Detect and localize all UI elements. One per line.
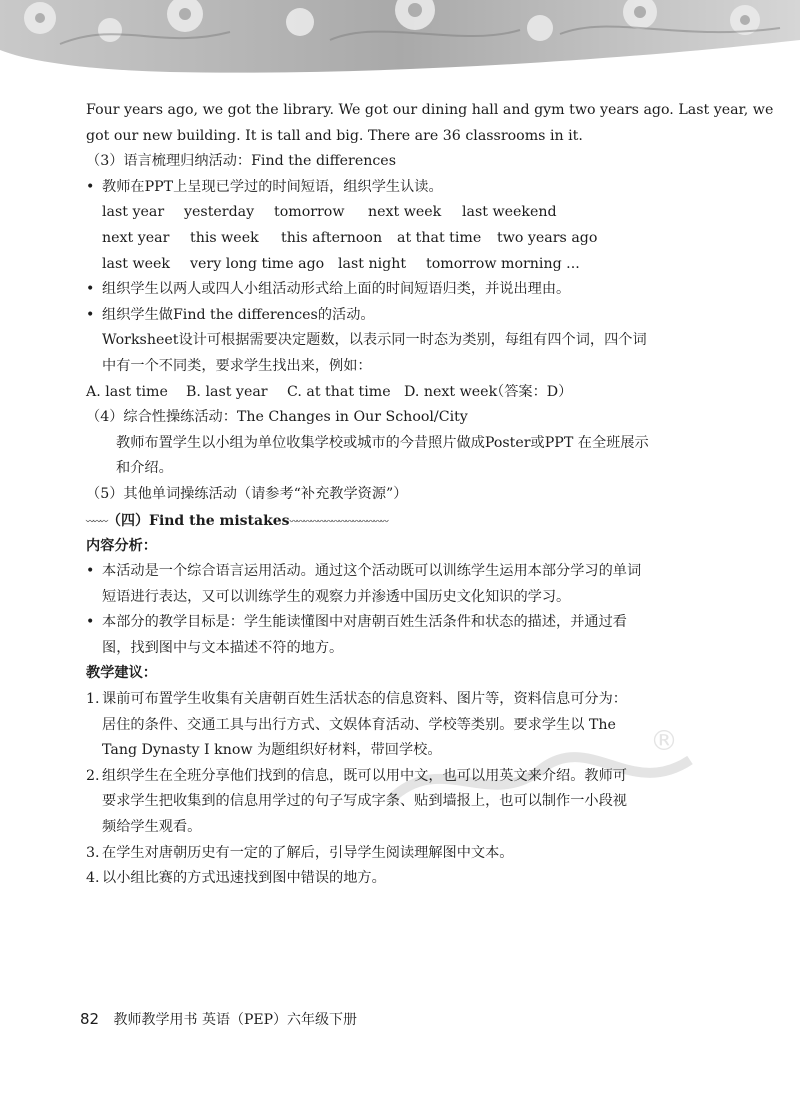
suggestion-2-line-3: 频给学生观看。 [102,819,202,836]
option-a: A. last time [86,383,168,400]
phrase-row-2 [86,226,706,252]
section-4-line-2: 和介绍。 [116,460,173,477]
phrase: tomorrow [274,204,345,221]
part-4-heading-row [86,508,706,534]
suggestion-number: 2. [86,767,100,784]
phrase-row-1 [86,200,706,226]
wave-divider-right: 〰〰〰〰〰〰〰〰〰〰〰〰〰〰 [289,515,388,526]
suggestion-4 [86,866,706,892]
suggestion-number: 3. [86,844,100,861]
suggestion-2 [86,764,706,790]
section-3-bullet-2: • 组织学生以两人或四人小组活动形式给上面的时间短语归类，并说出理由。 [86,277,706,303]
registered-mark: ® [650,724,678,757]
page-number: 82 [80,1010,100,1028]
intro-line-1: Four years ago, we got the library. We got our dining hall and gym two years ago. Last year, we [86,102,774,118]
phrase: tomorrow morning ... [426,255,580,272]
phrase: very long time ago [190,255,325,272]
suggestion-3 [86,841,706,867]
suggestion-number: 1. [86,691,100,708]
phrase: two years ago [497,229,598,246]
phrase: this afternoon [281,229,383,246]
intro-line-2: got our new building. It is tall and big. There are 36 classrooms in it. [86,127,583,144]
analysis-2-line-2: 图，找到图中与文本描述不符的地方。 [102,639,344,656]
phrase: next year [102,229,170,246]
phrase-row-3 [86,252,706,278]
page-body [86,98,774,892]
section-4-line-1: 教师布置学生以小组为单位收集学校或城市的今昔照片做成Poster或PPT 在全班展示 [116,434,649,451]
phrase: last year [102,204,165,221]
phrase: last night [338,255,407,272]
option-b: B. last year [186,383,268,400]
phrase: this week [190,229,259,246]
section-5-heading: （5）其他单词操练活动（请参考“补充教学资源”） [86,485,408,502]
section-3-bullet-3: • 组织学生做Find the differences的活动。 [86,303,706,329]
suggestion-1-line-3: Tang Dynasty I know 为题组织好材料，带回学校。 [102,742,442,759]
section-4-heading: （4）综合性操练活动：The Changes in Our School/City [86,409,468,426]
worksheet-line-2: 中有一个不同类，要求学生找出来，例如： [102,357,372,374]
example-options [86,380,706,406]
analysis-1-line-2: 短语进行表达，又可以训练学生的观察力并渗透中国历史文化知识的学习。 [102,588,571,605]
phrase: next week [368,204,442,221]
section-3-heading: （3）语言梳理归纳活动：Find the differences [86,153,396,170]
analysis-1-line-1: • 本活动是一个综合语言运用活动。通过这个活动既可以训练学生运用本部分学习的单词 [86,559,706,585]
phrase: yesterday [184,204,255,221]
worksheet-line-1: Worksheet设计可根据需要决定题数，以表示同一时态为类别，每组有四个词，四个词 [102,332,647,349]
answer-note: （答案：D） [490,383,573,400]
wave-divider-left: 〰〰〰 [86,515,107,526]
suggestion-title: 教学建议： [86,665,157,682]
suggestion-text: 以小组比赛的方式迅速找到图中错误的地方。 [102,870,386,887]
suggestion-text: 组织学生在全班分享他们找到的信息，既可以用中文，也可以用英文来介绍。教师可 [102,767,627,784]
page-footer [80,1009,357,1029]
suggestion-number: 4. [86,870,100,887]
suggestion-text: 在学生对唐朝历史有一定的了解后，引导学生阅读理解图中文本。 [102,844,514,861]
section-3-bullet-1: • 教师在PPT上呈现已学过的时间短语，组织学生认读。 [86,175,706,201]
phrase: at that time [397,229,482,246]
analysis-2-line-1: • 本部分的教学目标是：学生能读懂图中对唐朝百姓生活条件和状态的描述，并通过看 [86,610,706,636]
analysis-title: 内容分析： [86,537,157,554]
part-4-heading: （四）Find the mistakes [107,512,290,529]
option-c: C. at that time [287,383,391,400]
phrase: last weekend [462,204,557,221]
floral-header-banner [0,0,800,80]
suggestion-text: 课前可布置学生收集有关唐朝百姓生活状态的信息资料、图片等，资料信息可分为： [102,691,627,708]
book-title: 教师教学用书 英语（PEP）六年级下册 [113,1012,358,1028]
suggestion-1 [86,687,706,713]
phrase: last week [102,255,171,272]
option-d: D. next week [404,383,498,400]
suggestion-2-line-2: 要求学生把收集到的信息用学过的句子写成字条、贴到墙报上，也可以制作一小段视 [102,793,627,810]
suggestion-1-line-2: 居住的条件、交通工具与出行方式、文娱体育活动、学校等类别。要求学生以 The [102,716,616,733]
